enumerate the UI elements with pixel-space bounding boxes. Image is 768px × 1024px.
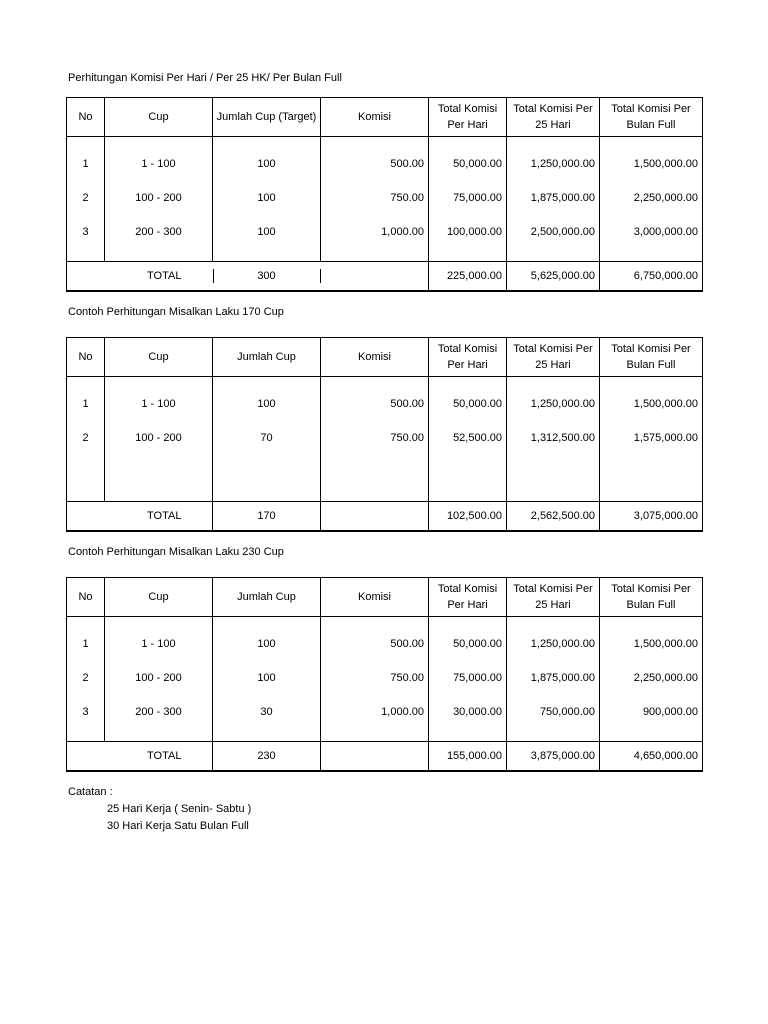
header-total-per-25-hari: Total Komisi Per 25 Hari <box>507 338 600 377</box>
cell-no: 1 <box>67 147 105 181</box>
cell-jumlah: 100 <box>213 181 321 215</box>
header-total-per-bulan: Total Komisi Per Bulan Full <box>600 578 703 617</box>
total-per-hari: 225,000.00 <box>429 262 507 292</box>
total-per-bulan: 3,075,000.00 <box>600 502 703 532</box>
header-total-per-bulan: Total Komisi Per Bulan Full <box>600 338 703 377</box>
commission-table-230 <box>66 577 703 772</box>
total-label: TOTAL <box>67 262 213 292</box>
table-row <box>67 661 703 695</box>
total-komisi-empty <box>321 502 429 532</box>
cell-no: 3 <box>67 215 105 249</box>
total-per-25: 2,562,500.00 <box>507 502 600 532</box>
table-row <box>67 147 703 181</box>
cell-komisi: 1,000.00 <box>321 215 429 249</box>
cell-per-hari: 50,000.00 <box>429 147 507 181</box>
table-row-empty <box>67 455 703 489</box>
cell-per-hari: 100,000.00 <box>429 215 507 249</box>
cell-no: 2 <box>67 181 105 215</box>
notes-line: 30 Hari Kerja Satu Bulan Full <box>107 820 249 832</box>
table-row <box>67 387 703 421</box>
cell-per-25: 750,000.00 <box>507 695 600 729</box>
cell-no: 2 <box>67 661 105 695</box>
cell-per-bulan: 3,000,000.00 <box>600 215 703 249</box>
cell-komisi: 750.00 <box>321 661 429 695</box>
cell-per-hari: 75,000.00 <box>429 181 507 215</box>
cell-per-hari: 30,000.00 <box>429 695 507 729</box>
header-jumlah-cup: Jumlah Cup (Target) <box>213 98 321 137</box>
cell-cup: 200 - 300 <box>105 695 213 729</box>
header-no: No <box>67 338 105 377</box>
header-cup: Cup <box>105 338 213 377</box>
cell-jumlah: 100 <box>213 387 321 421</box>
cell-jumlah: 100 <box>213 215 321 249</box>
cell-no: 1 <box>67 387 105 421</box>
total-jumlah-cell <box>213 262 321 292</box>
cell-per-bulan: 900,000.00 <box>600 695 703 729</box>
cell-per-bulan: 1,500,000.00 <box>600 627 703 661</box>
total-label: TOTAL <box>67 502 213 532</box>
cell-komisi: 750.00 <box>321 181 429 215</box>
total-per-25: 3,875,000.00 <box>507 742 600 772</box>
notes-block <box>68 784 251 835</box>
cell-jumlah: 30 <box>213 695 321 729</box>
cell-komisi: 500.00 <box>321 147 429 181</box>
table-total-row <box>67 262 703 292</box>
cell-komisi: 500.00 <box>321 627 429 661</box>
commission-table-target <box>66 97 703 292</box>
table-row <box>67 627 703 661</box>
table-row <box>67 181 703 215</box>
cell-no: 1 <box>67 627 105 661</box>
header-total-per-bulan: Total Komisi Per Bulan Full <box>600 98 703 137</box>
cell-jumlah: 100 <box>213 147 321 181</box>
header-cup: Cup <box>105 578 213 617</box>
cell-komisi: 1,000.00 <box>321 695 429 729</box>
header-no: No <box>67 578 105 617</box>
header-komisi: Komisi <box>321 578 429 617</box>
cell-per-bulan: 2,250,000.00 <box>600 661 703 695</box>
cell-per-hari: 50,000.00 <box>429 387 507 421</box>
divider <box>320 269 321 283</box>
cell-per-bulan: 1,500,000.00 <box>600 147 703 181</box>
cell-no: 3 <box>67 695 105 729</box>
cell-per-hari: 50,000.00 <box>429 627 507 661</box>
cell-per-hari: 52,500.00 <box>429 421 507 455</box>
cell-per-25: 1,250,000.00 <box>507 147 600 181</box>
cell-cup: 1 - 100 <box>105 387 213 421</box>
cell-per-bulan: 1,500,000.00 <box>600 387 703 421</box>
header-total-per-hari: Total Komisi Per Hari <box>429 98 507 137</box>
page-title: Perhitungan Komisi Per Hari / Per 25 HK/ Per Bulan Full <box>68 72 342 84</box>
cell-cup: 1 - 100 <box>105 627 213 661</box>
total-per-hari: 155,000.00 <box>429 742 507 772</box>
total-per-hari: 102,500.00 <box>429 502 507 532</box>
cell-per-bulan: 2,250,000.00 <box>600 181 703 215</box>
total-per-25: 5,625,000.00 <box>507 262 600 292</box>
table-row <box>67 421 703 455</box>
total-label: TOTAL <box>67 742 213 772</box>
total-per-bulan: 6,750,000.00 <box>600 262 703 292</box>
table-total-row <box>67 742 703 772</box>
total-jumlah: 230 <box>213 742 321 772</box>
cell-per-bulan: 1,575,000.00 <box>600 421 703 455</box>
cell-jumlah: 100 <box>213 661 321 695</box>
table-header-row <box>67 98 703 137</box>
total-jumlah: 170 <box>213 502 321 532</box>
table-header-row <box>67 338 703 377</box>
header-no: No <box>67 98 105 137</box>
header-total-per-hari: Total Komisi Per Hari <box>429 578 507 617</box>
cell-cup: 100 - 200 <box>105 181 213 215</box>
total-jumlah: 300 <box>257 270 276 282</box>
notes-label: Catatan : <box>68 786 113 798</box>
header-jumlah-cup: Jumlah Cup <box>213 338 321 377</box>
cell-per-hari: 75,000.00 <box>429 661 507 695</box>
cell-komisi: 500.00 <box>321 387 429 421</box>
section-title-230: Contoh Perhitungan Misalkan Laku 230 Cup <box>68 546 284 558</box>
header-total-per-25-hari: Total Komisi Per 25 Hari <box>507 98 600 137</box>
total-komisi-empty <box>321 262 429 292</box>
table-total-row <box>67 502 703 532</box>
notes-line: 25 Hari Kerja ( Senin- Sabtu ) <box>107 803 252 815</box>
total-per-bulan: 4,650,000.00 <box>600 742 703 772</box>
cell-cup: 200 - 300 <box>105 215 213 249</box>
header-cup: Cup <box>105 98 213 137</box>
cell-cup: 100 - 200 <box>105 661 213 695</box>
cell-komisi: 750.00 <box>321 421 429 455</box>
commission-table-170 <box>66 337 703 532</box>
cell-jumlah: 100 <box>213 627 321 661</box>
cell-per-25: 1,875,000.00 <box>507 661 600 695</box>
cell-no: 2 <box>67 421 105 455</box>
cell-cup: 100 - 200 <box>105 421 213 455</box>
section-title-170: Contoh Perhitungan Misalkan Laku 170 Cup <box>68 306 284 318</box>
cell-per-25: 2,500,000.00 <box>507 215 600 249</box>
cell-cup: 1 - 100 <box>105 147 213 181</box>
header-komisi: Komisi <box>321 338 429 377</box>
cell-per-25: 1,312,500.00 <box>507 421 600 455</box>
cell-per-25: 1,250,000.00 <box>507 627 600 661</box>
cell-per-25: 1,875,000.00 <box>507 181 600 215</box>
cell-per-25: 1,250,000.00 <box>507 387 600 421</box>
divider <box>213 269 214 283</box>
header-total-per-25-hari: Total Komisi Per 25 Hari <box>507 578 600 617</box>
cell-jumlah: 70 <box>213 421 321 455</box>
table-row <box>67 695 703 729</box>
header-jumlah-cup: Jumlah Cup <box>213 578 321 617</box>
header-komisi: Komisi <box>321 98 429 137</box>
header-total-per-hari: Total Komisi Per Hari <box>429 338 507 377</box>
total-komisi-empty <box>321 742 429 772</box>
table-row <box>67 215 703 249</box>
table-header-row <box>67 578 703 617</box>
